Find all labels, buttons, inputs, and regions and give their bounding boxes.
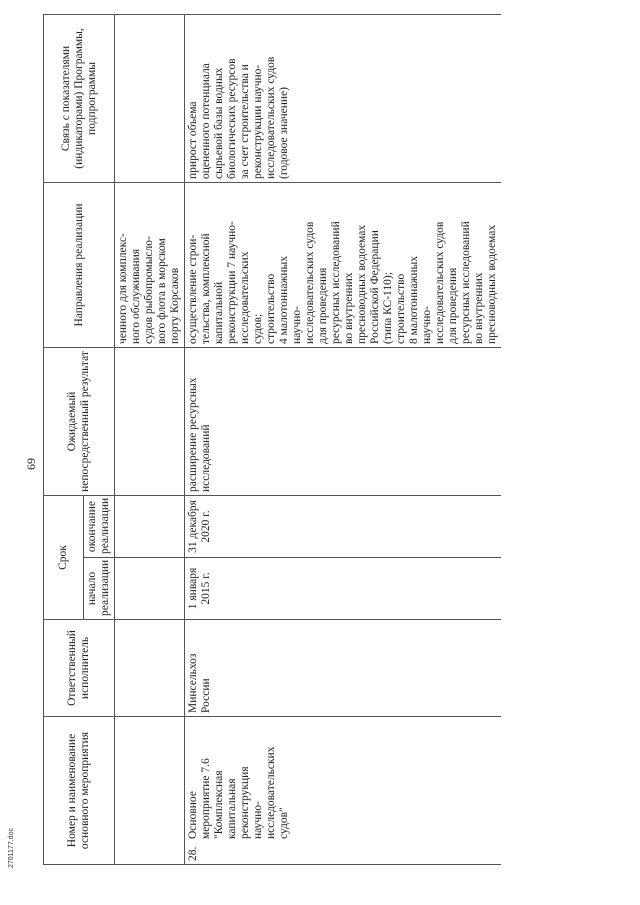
header-directions: Направления реализации bbox=[44, 182, 115, 347]
header-end: окончание реализации bbox=[84, 495, 115, 557]
cell-executor: Минсельхоз России bbox=[185, 620, 502, 717]
activities-table bbox=[43, 14, 501, 865]
cont-cell-name bbox=[115, 717, 185, 865]
header-link: Связь с показателями (индикаторами) Программы, подпрограммы bbox=[44, 14, 115, 182]
cell-end: 31 декабря 2020 г. bbox=[185, 495, 502, 557]
row-name: Основное мероприятие 7.6 "Комплексная капитальная реконструкция научно- исследовательских судов" bbox=[187, 746, 290, 839]
page-number: 69 bbox=[24, 458, 38, 470]
rotated-content bbox=[24, 15, 498, 865]
cell-link: прирост объема оцененного потенциала сырьевой базы водных биологических ресурсов за счет строительства и реконструкции научно- исследовательских судов (годовое значение) bbox=[185, 14, 502, 182]
cont-cell-result bbox=[115, 347, 185, 495]
row-number: 28. bbox=[187, 846, 199, 861]
header-result: Ожидаемый непосредственный результат bbox=[44, 347, 115, 495]
table-row bbox=[185, 14, 502, 864]
cell-number-name bbox=[185, 717, 502, 865]
header-executor: Ответственный исполнитель bbox=[44, 620, 115, 717]
cell-start: 1 января 2015 г. bbox=[185, 558, 502, 620]
cont-cell-link bbox=[115, 14, 185, 182]
cont-cell-executor bbox=[115, 620, 185, 717]
footer-filename: 2701177.doc bbox=[8, 828, 15, 868]
continuation-row bbox=[115, 14, 185, 864]
cell-result: расширение ресурсных исследований bbox=[185, 347, 502, 495]
header-term: Срок bbox=[44, 495, 84, 619]
cont-cell-end bbox=[115, 495, 185, 557]
table-header-row bbox=[44, 14, 84, 864]
header-number-name: Номер и наименование основного мероприятия bbox=[44, 717, 115, 865]
cont-cell-directions: ченного для комплекс- ного обслуживания судов рыбопромысло- вого флота в морском порту Корсаков bbox=[115, 182, 185, 347]
cont-cell-start bbox=[115, 558, 185, 620]
header-start: начало реализации bbox=[84, 558, 115, 620]
cell-directions: осуществление строи- тельства, комплексной капитальной реконструкции 7 научно- исследовательских судов; строительство 4 малотоннажных научно- исследовательских судов для проведения ресурсных исследований во внутренних пресноводных водоемах Российской Федерации (типа КС-110); строительство 8 малотоннажных научно- исследовательских судов для проведения ресурсных исследований во внутренних пресноводных водоемах bbox=[185, 182, 502, 347]
